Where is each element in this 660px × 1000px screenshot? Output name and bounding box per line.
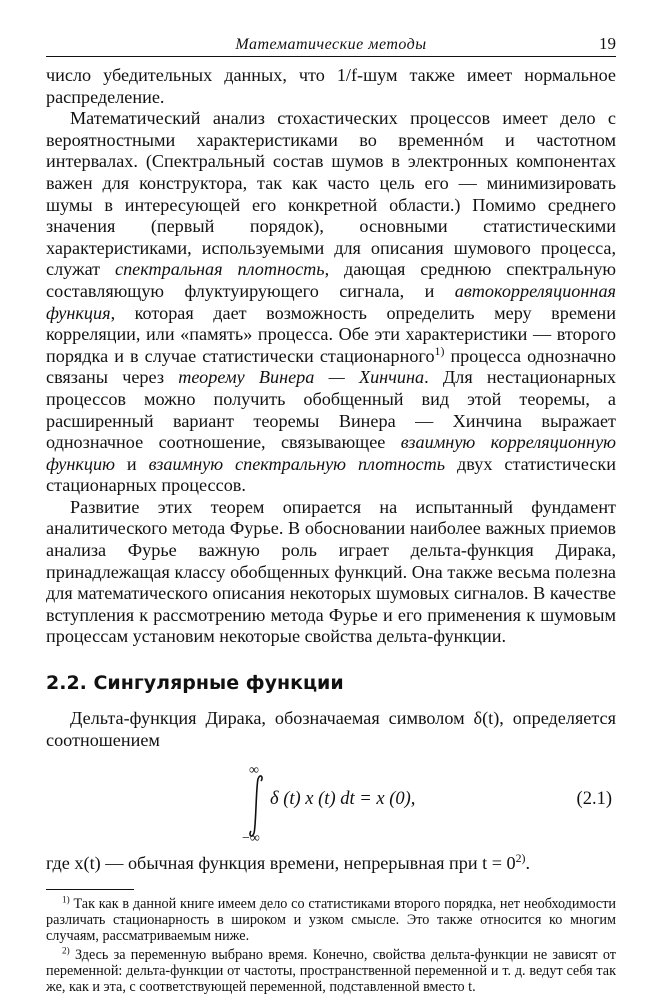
running-head bbox=[46, 30, 616, 57]
paragraph-fourier-method: Развитие этих теорем опирается на испытанный фундамент аналитического метода Фурье. В обосновании наиболее важных приемов анализа Фурье важную роль играет дельта-функция Дирака, принадлежащая классу обобщенных функций. Она также весьма полезна для математического описания некоторых шумовых сигналов. В качестве вступления к рассмотрению метода Фурье и его применения к шумовым процессам установим некоторые свойства дельта-функции. bbox=[46, 496, 616, 647]
italic-term: взаимную корреляционную функцию bbox=[46, 432, 616, 474]
book-page bbox=[46, 30, 616, 998]
equation-explanation-text: где x(t) — обычная функция времени, непрерывная при t = 0 bbox=[46, 853, 516, 874]
footnote-2-text: Здесь за переменную выбрано время. Конечно, свойства дельта-функции не зависят от переменной: дельта-функции от частоты, пространственной переменной и т. д. ведут себя так же, как и эта, с соответствующей переменной, подставленной вместо t. bbox=[46, 946, 617, 995]
italic-term: теорему Винера — Хинчина bbox=[178, 367, 425, 388]
text-run: . Для нестационарных процессов можно получить обобщенный вид этой теоремы, а расширенный вариант теоремы Винера — Хинчина выражает однозначное соотношение, связывающее bbox=[46, 367, 616, 453]
footnote-2-mark: 2) bbox=[62, 945, 70, 956]
footnote-ref-2: 2) bbox=[515, 851, 526, 866]
equation-2-1 bbox=[46, 757, 616, 853]
text-run: и bbox=[114, 453, 149, 474]
footnote-separator bbox=[46, 889, 134, 890]
integral-upper-limit: ∞ bbox=[249, 763, 259, 779]
equation-explanation bbox=[46, 853, 616, 875]
section-intro-block bbox=[46, 708, 616, 751]
body-text bbox=[46, 65, 616, 648]
equation-number: (2.1) bbox=[576, 789, 612, 810]
integral-lower-limit: −∞ bbox=[242, 831, 260, 847]
footnote-1-text: Так как в данной книге имеем дело со статистиками второго порядка, нет необходимости различать стационарность в широком и узком смысле. Это также относится ко многим случаям, рассматриваемым ниже. bbox=[46, 895, 617, 944]
italic-term: спектральная плотность bbox=[115, 259, 325, 280]
text-run: , которая дает возможность определить меру времени корреляции, или «память» процесса. Обе эти характеристики — второго порядка и в случае статистически стационарного bbox=[46, 302, 616, 366]
paragraph-stochastic-analysis bbox=[46, 108, 616, 497]
text-run: процесса однозначно связаны через bbox=[46, 345, 616, 388]
footnote-1 bbox=[46, 896, 616, 944]
footnote-1-mark: 1) bbox=[62, 894, 70, 905]
equation-explanation-end: . bbox=[525, 853, 531, 874]
text-run: , дающая среднюю спектральную составляющую флуктуирующего сигнала, и bbox=[46, 259, 616, 301]
section-heading: 2.2. Сингулярные функции bbox=[46, 672, 344, 695]
text-run: Математический анализ стохастических процессов имеет дело с вероятностными характеристиками во временнóм и частотном интервалах. (Спектральный состав шумов в электронных компонентах важен для конструктора, так как часто цель его — минимизировать шумы в интересующей его конкретной области.) Помимо среднего значения (первый порядок), основными статистическими характеристиками, используемыми для описания шумового процесса, служат bbox=[46, 108, 616, 280]
footnote-2 bbox=[46, 947, 616, 995]
footnotes bbox=[46, 896, 616, 995]
italic-term: автокорреляционная функция bbox=[46, 280, 616, 323]
running-head-title: Математические методы bbox=[235, 36, 427, 53]
equation-body: δ (t) x (t) dt = x (0), bbox=[270, 789, 416, 810]
section-intro: Дельта-функция Дирака, обозначаемая символом δ(t), определяется соотношением bbox=[46, 708, 616, 750]
italic-term: взаимную спектральную плотность bbox=[148, 453, 446, 474]
text-run: двух статистически стационарных процессов. bbox=[46, 453, 616, 496]
page-number: 19 bbox=[599, 34, 616, 53]
paragraph-continuation: число убедительных данных, что 1/f-шум также имеет нормальное распределение. bbox=[46, 65, 616, 107]
footnote-ref-1: 1) bbox=[434, 343, 445, 358]
